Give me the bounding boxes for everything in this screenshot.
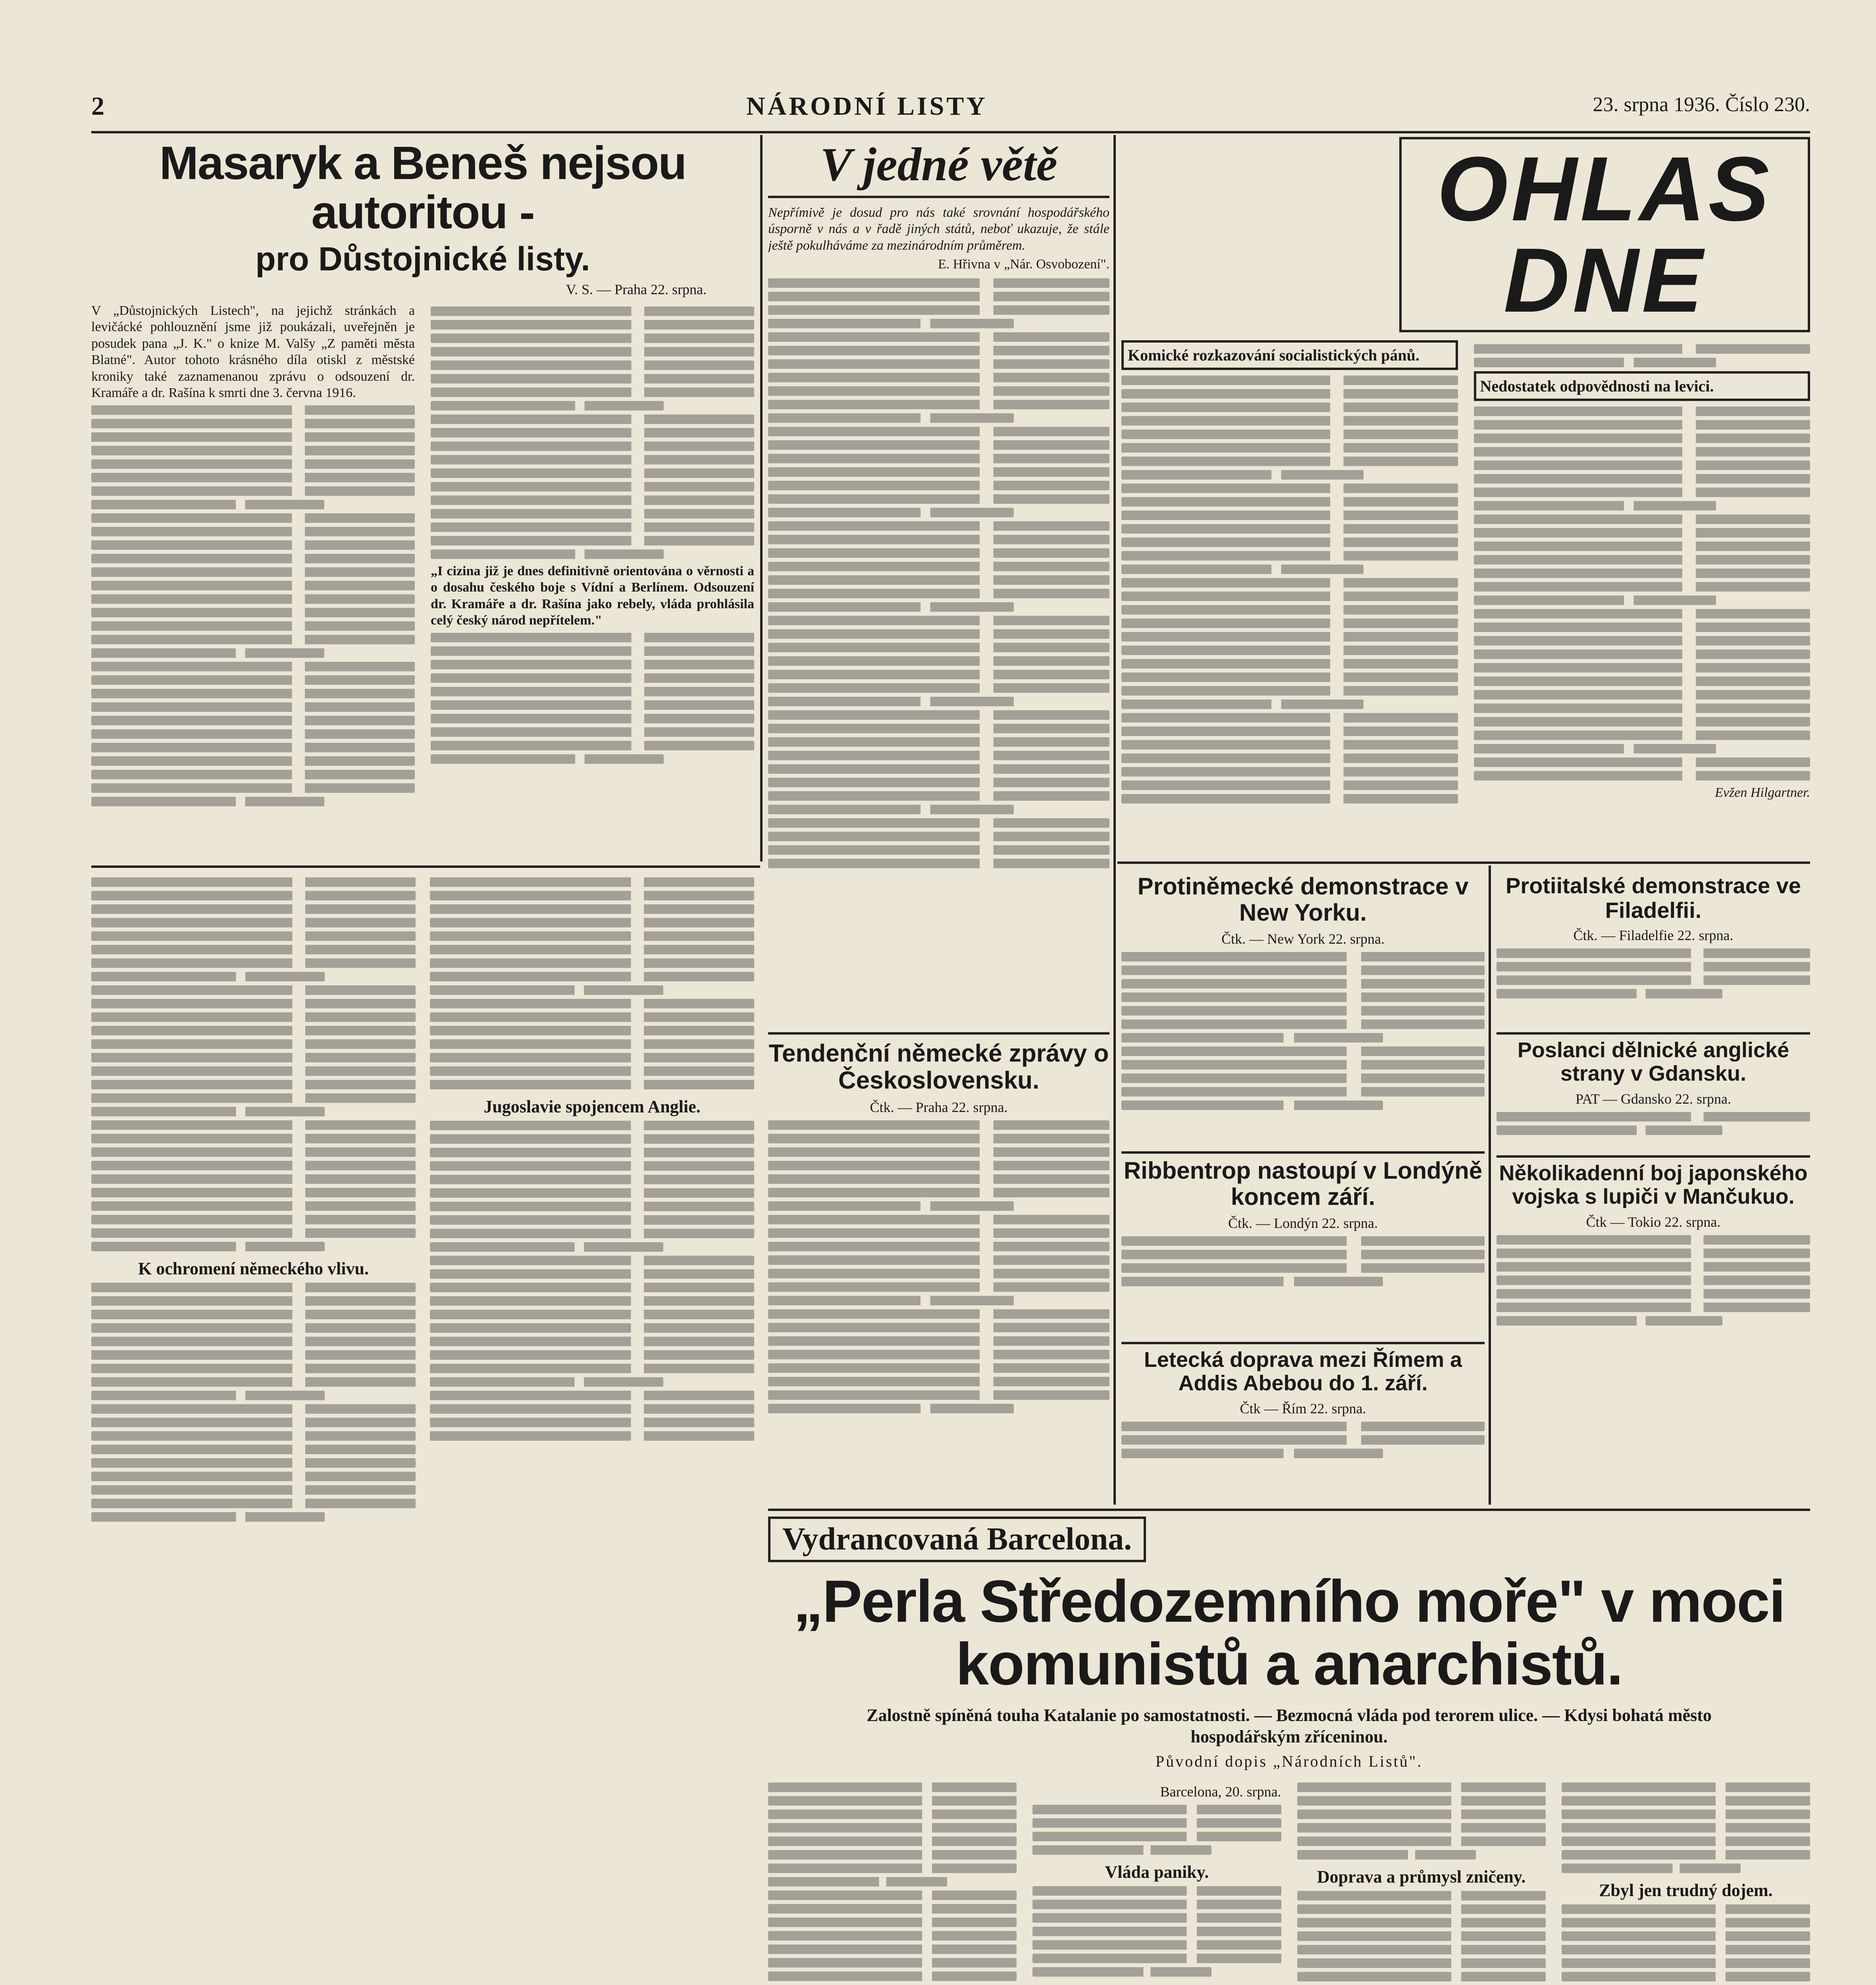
ohlas-item1-title: Komické rozkazování socialistických pánů.	[1128, 346, 1420, 364]
ohlas-item2-title: Nedostatek odpovědnosti na levici.	[1480, 377, 1714, 395]
new-york-article	[1121, 873, 1485, 1143]
jedne-vete-source: E. Hřivna v „Nár. Osvobození".	[938, 257, 1109, 272]
date-issue: 23. srpna 1936. Číslo 230.	[1593, 93, 1810, 116]
barcelona-dateline: Barcelona, 20. srpna.	[1160, 1784, 1281, 1800]
jedne-vete-column	[768, 137, 1109, 1026]
ohlas-dne-box	[1121, 137, 1810, 860]
lower-left-columns	[91, 873, 754, 1985]
letecka-dateline: Čtk — Řím 22. srpna.	[1240, 1400, 1366, 1416]
ribbentrop-article	[1121, 1151, 1485, 1334]
lower-left-rule	[91, 865, 760, 868]
barcelona-sub5: Zbyl jen trudný dojem.	[1599, 1881, 1773, 1900]
filadelfie-dateline: Čtk. — Filadelfie 22. srpna.	[1573, 927, 1733, 944]
ribbentrop-title: Ribbentrop nastoupí v Londýně koncem září.	[1123, 1157, 1483, 1210]
masaryk-quote: „I cizina již je dnes definitivně orientována o věrnosti a o dosahu českého boje s Vídní a Berlínem. Odsouzení dr. Kramáře a dr. Rašína jako rebely, vláda prohlásila celý český národ nepřítelem."	[431, 563, 754, 628]
barcelona-top-rule	[768, 1509, 1810, 1511]
masaryk-lead: V „Důstojnických Listech", na jejichž stránkách a levičácké pohlouznění jsme již poukázali, uveřejněn je posudek pana „J. K." o knize M. Valšy „Z paměti města Blatné". Autor tohoto krásného díla otiskl z městské kroniky také zaznamenanou zprávu o odsouzení dr. Kramáře a dr. Rašína k smrti dne 3. června 1916.	[91, 303, 415, 401]
filadelfie-article	[1497, 873, 1810, 1024]
masaryk-article	[91, 139, 754, 854]
barcelona-credit: Původní dopis „Národních Listů".	[1155, 1752, 1423, 1771]
gdansk-title: Poslanci dělnické anglické strany v Gdansku.	[1517, 1038, 1789, 1086]
tendencni-article	[768, 1032, 1109, 1501]
masaryk-headline: Masaryk a Beneš nejsou autoritou -	[159, 139, 686, 239]
barcelona-kicker-box	[768, 1517, 1146, 1562]
barcelona-article	[768, 1517, 1810, 1985]
barcelona-deck: Zalostně spíněná touha Katalanie po samostatnosti. — Bezmocná vláda pod terorem ulice. — Kdysi bohatá město hospodářským zříceninou.	[867, 1706, 1712, 1746]
gdansk-dateline: PAT — Gdansko 22. srpna.	[1575, 1091, 1732, 1107]
column-rule	[760, 135, 763, 861]
gdansk-article	[1497, 1032, 1810, 1151]
tendencni-dateline: Čtk. — Praha 22. srpna.	[870, 1099, 1008, 1116]
column-rule	[1113, 135, 1116, 1505]
barcelona-sub1: Vláda paniky.	[1105, 1862, 1209, 1882]
masaryk-dateline: V. S. — Praha 22. srpna.	[566, 281, 707, 297]
jedne-vete-title: V jedné větě	[768, 137, 1109, 198]
mandzuko-title: Několikadenní boj japonského vojska s lupiči v Mančukuo.	[1499, 1161, 1808, 1209]
new-york-title: Protiněmecké demonstrace v New Yorku.	[1137, 873, 1469, 926]
masthead-rule	[91, 131, 1810, 133]
jugoslavie-title: Jugoslavie spojencem Anglie.	[483, 1097, 701, 1116]
paper-title: NÁRODNÍ LISTY	[746, 92, 988, 121]
filadelfie-title: Protiitalské demonstrace ve Filadelfii.	[1506, 873, 1801, 923]
barcelona-sub2: Doprava a průmysl zničeny.	[1317, 1867, 1526, 1887]
letecka-article	[1121, 1342, 1485, 1501]
letecka-title: Letecká doprava mezi Římem a Addis Abebou do 1. září.	[1144, 1348, 1462, 1395]
jedne-vete-lead: Nepřímivě je dosud pro nás také srovnání hospodářského úsporně v nás a v řadě jiných států, neboť ukazuje, že stále ještě pokulháváme za mezinárodním průměrem.	[768, 205, 1109, 253]
masthead	[91, 87, 1810, 131]
ohlas-bottom-rule	[1117, 861, 1810, 864]
new-york-dateline: Čtk. — New York 22. srpna.	[1221, 931, 1385, 947]
ribbentrop-dateline: Čtk. — Londýn 22. srpna.	[1228, 1215, 1378, 1231]
ochromeni-title: K ochromení německého vlivu.	[138, 1259, 369, 1278]
ohlas-signature: Evžen Hilgartner.	[1715, 785, 1810, 800]
tendencni-title: Tendenční německé zprávy o Československu.	[769, 1040, 1109, 1095]
page-number: 2	[91, 92, 104, 121]
barcelona-kicker: Vydrancovaná Barcelona.	[782, 1522, 1132, 1557]
masaryk-subheadline: pro Důstojnické listy.	[255, 240, 590, 278]
ohlas-dne-title: OHLAS DNE	[1399, 137, 1810, 332]
mandzuko-article	[1497, 1155, 1810, 1501]
column-rule	[1489, 865, 1491, 1505]
barcelona-headline: „Perla Středozemního moře" v moci komunistů a anarchistů.	[793, 1568, 1785, 1697]
mandzuko-dateline: Čtk — Tokio 22. srpna.	[1586, 1214, 1721, 1230]
